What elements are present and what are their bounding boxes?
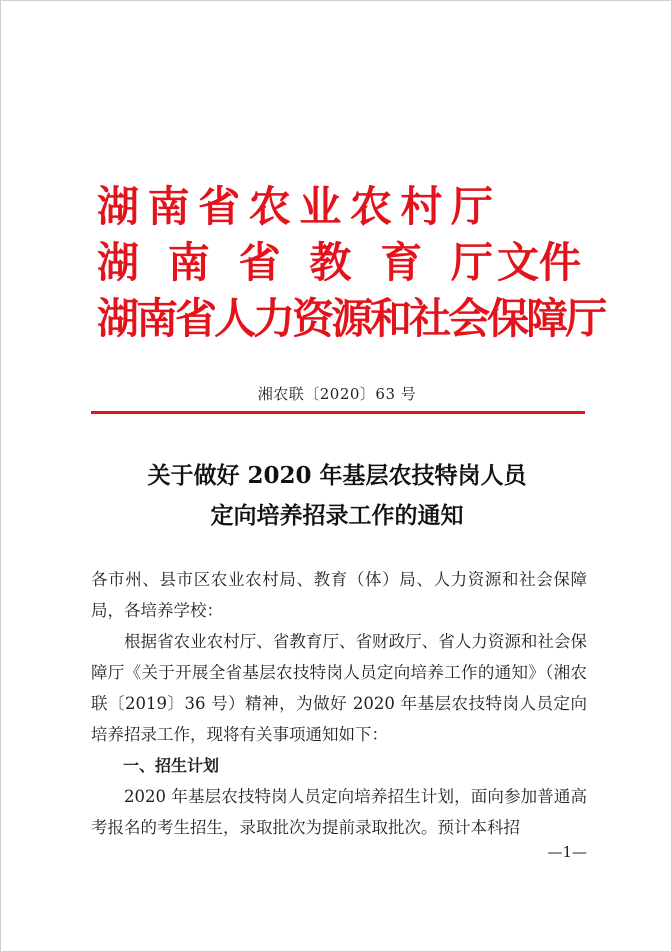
issuer-line3-char: 南	[136, 294, 176, 343]
paragraph-2: 2020 年基层农技特岗人员定向培养招生计划，面向参加普通高考报名的考生招生，录取批次为提前录取批次。预计本科招	[91, 787, 587, 837]
issuer-line3-char: 会	[448, 294, 488, 343]
issuer-line1-char: 农	[248, 182, 291, 231]
issuer-line2-char: 教	[309, 238, 352, 287]
issuer-hr-text	[97, 291, 605, 347]
page-number: —1—	[547, 843, 587, 861]
title-line-2: 定向培养招录工作的通知	[210, 502, 464, 529]
paragraph-1: 根据省农业农村厅、省教育厅、省财政厅、省人力资源和社会保障厅《关于开展全省基层农技特岗人员定向培养工作的通知》（湘农联〔2019〕36 号）精神，为做好 2020 年基层农技特岗人员定向培养招录工作，现将有关事项通知如下：	[91, 632, 587, 744]
issuer-education-text	[97, 235, 493, 291]
issuer-line3-char: 人	[214, 294, 254, 343]
document-word: 文件	[497, 238, 582, 287]
issuer-line2-char: 省	[238, 238, 281, 287]
issuer-line1-char: 农	[349, 182, 392, 231]
issuer-line2-char: 育	[380, 238, 423, 287]
issuer-line3-char: 社	[409, 294, 449, 343]
issuer-line1-char: 省	[198, 182, 241, 231]
section-heading-1: 一、招生计划	[123, 756, 220, 775]
document-body	[91, 564, 587, 843]
issuer-line3-char: 保	[487, 294, 527, 343]
issuer-line1-char: 业	[299, 182, 342, 231]
title-line-1: 关于做好 2020 年基层农技特岗人员	[147, 462, 527, 489]
issuer-agriculture-text	[97, 179, 493, 235]
issuer-line1-char: 村	[400, 182, 443, 231]
issuing-authorities	[97, 179, 605, 347]
salutation: 各市州、县市区农业农村局、教育（体）局、人力资源和社会保障局，各培养学校：	[91, 570, 587, 620]
issuer-education	[97, 235, 597, 291]
document-title	[1, 456, 672, 536]
issuer-line2-char: 南	[167, 238, 210, 287]
issuer-agriculture	[97, 179, 597, 235]
issuer-line2-char: 厅	[450, 238, 493, 287]
issuer-line3-char: 资	[292, 294, 332, 343]
issuer-line3-char: 厅	[565, 294, 605, 343]
issuer-line1-char: 湖	[97, 182, 140, 231]
issuer-line3-char: 力	[253, 294, 293, 343]
issuer-line3-char: 障	[526, 294, 566, 343]
red-divider	[91, 411, 585, 414]
issuer-line3-char: 湖	[97, 294, 137, 343]
issuer-line3-char: 源	[331, 294, 371, 343]
issuer-hr	[97, 291, 605, 347]
issuer-line2-char: 湖	[97, 238, 140, 287]
issuer-line1-char: 南	[147, 182, 190, 231]
document-number: 湘农联〔2020〕63 号	[257, 385, 417, 403]
issuer-line3-char: 和	[370, 294, 410, 343]
issuer-line3-char: 省	[175, 294, 215, 343]
issuer-line1-char: 厅	[450, 182, 493, 231]
